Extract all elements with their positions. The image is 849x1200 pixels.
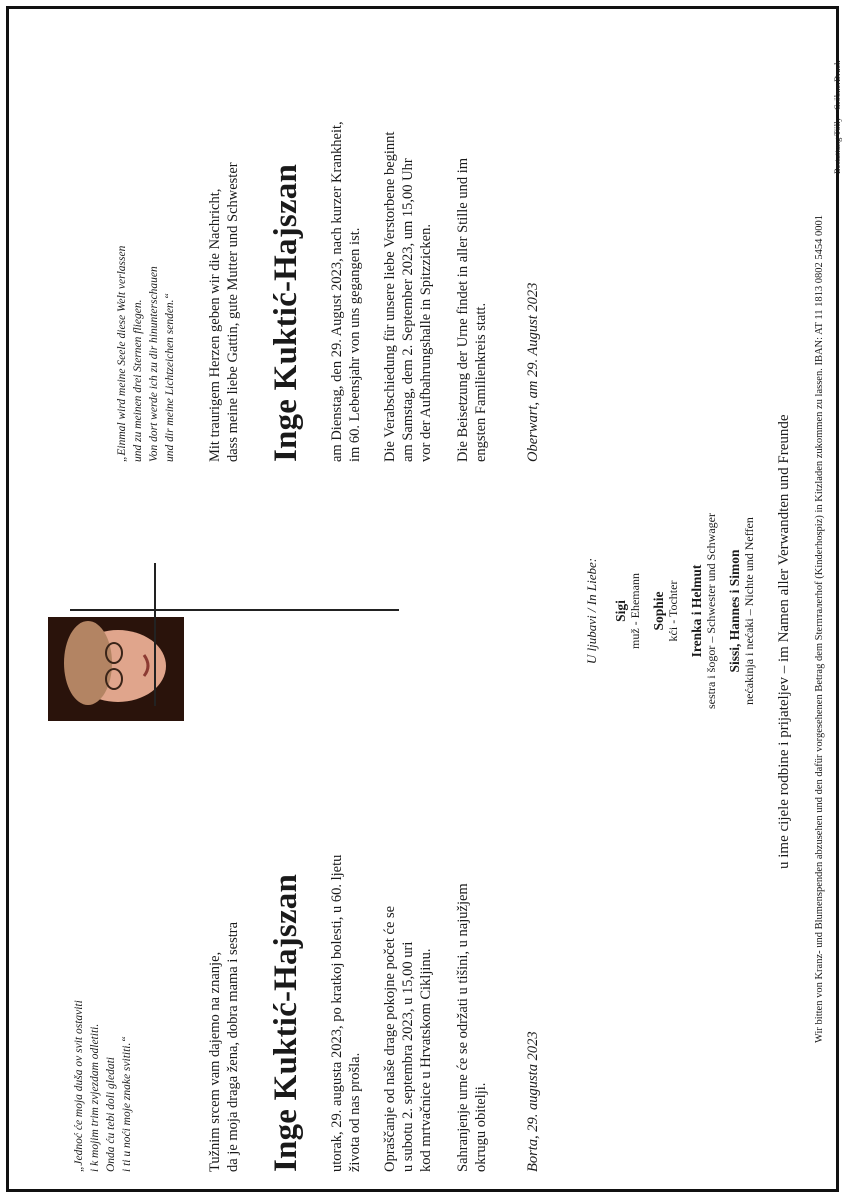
poem-line: Onda ću tebi doli gledati — [105, 1057, 117, 1172]
croatian-paragraph-2: Opraščanje od naše drage pokojne počet će se u subotu 2. septembra 2023, u 15,00 uri kod mrtvačnice u Hrvatskom Cikljinu. — [382, 905, 434, 1172]
croatian-deceased-name: Inge Kuktić-Hajszan — [268, 873, 304, 1172]
german-poem — [114, 246, 178, 462]
german-date: Oberwart, am 29. August 2023 — [525, 282, 541, 462]
cross-horizontal — [154, 610, 156, 706]
family-member-relation: nećakinja i nećaki – Nichte und Neffen — [742, 517, 756, 705]
obituary-sheet — [24, 24, 844, 1194]
croatian-poem — [71, 1000, 135, 1172]
family-member-name: Sissi, Hannes i Simon — [727, 549, 742, 673]
croatian-paragraph-1: utorak, 29. augusta 2023, po kratkoj bolesti, u 60. ljetu života od nas prošla. — [329, 854, 363, 1172]
footer-donation-note: Wir bitten von Kranz- und Blumenspenden abzusehen und den dafür vorgesehenen Betrag dem Sternталerhof (Kinderhospiz) in Kitzladen zukommen zu lassen. IBAN: AT 11 1813 0802 5454 0001 — [814, 215, 825, 1043]
poem-line: i k mojim trim zvjezdam odletiti. — [89, 1023, 101, 1172]
poem-line: und zu meinen drei Sternen fliegen. — [132, 299, 144, 462]
family-member-relation: sestra i šogor – Schwester und Schwager — [704, 513, 718, 709]
obituary-frame — [6, 6, 842, 1192]
intro-line: dass meine liebe Gattin, gute Mutter und Schwester — [225, 162, 241, 462]
family-member-name: Irenka i Helmut — [689, 564, 704, 658]
intro-line: Mit traurigem Herzen geben wir die Nachricht, — [207, 188, 223, 462]
poem-line: „Einmal wird meine Seele diese Welt verlassen — [116, 245, 128, 462]
poem-line: i ti u noći moje znake svititi.“ — [121, 1036, 133, 1172]
cross-horizontal-right — [154, 563, 156, 609]
family-member-relation: muž - Ehemann — [628, 573, 642, 649]
portrait-image — [48, 617, 184, 721]
family-section — [584, 491, 757, 731]
poem-line: „Jednoć će moja duša ov svit ostaviti — [73, 1000, 85, 1172]
intro-line: da je moja draga žena, dobra mama i sestra — [225, 921, 241, 1172]
footer-credit: Bestattung Tölly · GröbnerDruck — [832, 60, 842, 174]
german-paragraph-3: Die Beisetzung der Urne findet in aller Stille und im engsten Familienkreis statt. — [455, 157, 489, 462]
croatian-intro — [206, 922, 242, 1172]
poem-line: Von dort werde ich zu dir hinunterschauen — [148, 266, 160, 462]
portrait-photo — [48, 617, 184, 721]
german-paragraph-2: Die Verabschiedung für unsere liebe Verstorbene beginnt am Samstag, dem 2. September 2023, um 15,00 Uhr vor der Aufbahrungshalle in Spitzzicken. — [382, 131, 434, 462]
family-heading: U ljubavi / In Liebe: — [584, 557, 599, 665]
german-intro — [206, 162, 242, 462]
poem-line: und dir meine Lichtzeichen senden.“ — [164, 293, 176, 462]
family-closing: u ime cijele rodbine i prijateljev – im Namen aller Verwandten und Freunde — [776, 414, 792, 869]
family-member-relation: kći - Tochter — [666, 580, 680, 642]
intro-line: Tužnim srcem vam dajemo na znanje, — [207, 951, 223, 1172]
german-deceased-name: Inge Kuktić-Hajszan — [268, 163, 304, 462]
family-member-name: Sigi — [613, 600, 628, 622]
cross-vertical — [70, 609, 399, 611]
german-paragraph-1: am Dienstag, den 29. August 2023, nach kurzer Krankheit, im 60. Lebensjahr von uns gegangen ist. — [329, 121, 363, 462]
family-member-name: Sophie — [651, 591, 666, 631]
croatian-paragraph-3: Sahranjenje urne će se održati u tišini, u najužjem okrugu obitelji. — [455, 883, 489, 1172]
croatian-date: Borta, 29. augusta 2023 — [525, 1031, 541, 1172]
